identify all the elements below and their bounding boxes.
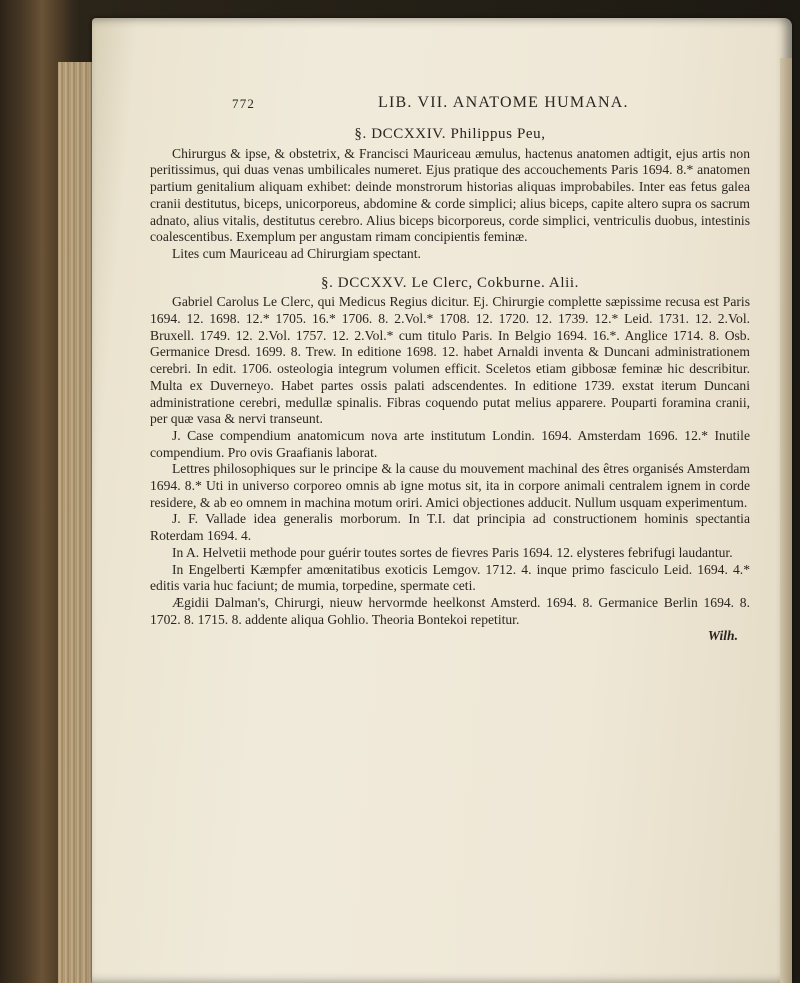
paragraph: Lettres philosophiques sur le principe & la cause du mouvement machinal des êtres organisés Amsterdam 1694. 8.* Uti in universo corporeo omnis ab igne motus sit, ita in corpore animali centralem ignem in corde residere, & ab eo omnem in machina motum oriri. Amici objectiones adducit. Nullum usquam experimentum. bbox=[150, 461, 750, 510]
page-text bbox=[150, 94, 750, 645]
paragraph: J. Case compendium anatomicum nova arte institutum Londin. 1694. Amsterdam 1696. 12.* Inutile compendium. Pro ovis Graafianis laborat. bbox=[150, 427, 750, 460]
running-head: LIB. VII. ANATOME HUMANA. bbox=[378, 94, 629, 111]
section-heading: §. DCCXXV. Le Clerc, Cokburne. Alii. bbox=[321, 274, 579, 291]
catchword: Wilh. bbox=[707, 628, 738, 644]
paragraph: J. F. Vallade idea generalis morborum. In T.I. dat principia ad constructionem hominis spectantia Roterdam 1694. 4. bbox=[150, 511, 750, 544]
paragraph: Ægidii Dalman's, Chirurgi, nieuw hervormde heelkonst Amsterd. 1694. 8. Germanice Berlin 1694. 8. 1702. 8. 1715. 8. addente aliqua Gohlio. Theoria Bontekoi repetitur. bbox=[150, 594, 750, 627]
paragraph: In Engelberti Kæmpfer amœnitatibus exoticis Lemgov. 1712. 4. inque primo fasciculo Leid. 1694. 4.* editis varia huc faciunt; de mumia, torpedine, spermate ceti. bbox=[150, 561, 750, 594]
paragraph: In A. Helvetii methode pour guérir toutes sortes de fievres Paris 1694. 12. elysteres febrifugi laudantur. bbox=[172, 544, 733, 560]
page-curl bbox=[780, 58, 792, 983]
section-heading: §. DCCXXIV. Philippus Peu, bbox=[354, 126, 546, 142]
page-number: 772 bbox=[232, 96, 256, 111]
paragraph: Lites cum Mauriceau ad Chirurgiam spectant. bbox=[172, 245, 421, 261]
paragraph: Gabriel Carolus Le Clerc, qui Medicus Regius dicitur. Ej. Chirurgie complette sæpissime recusa est Paris 1694. 12. 1698. 12.* 1705. 16.* 1706. 8. 2.Vol.* 1708. 12. 1720. 12. 1739. 12.* Leid. 1731. 12. 2.Vol. Bruxell. 1749. 12. 2.Vol. 1757. 12. 2.Vol.* cum titulo Paris. In Belgio 1694. 16.*. Anglice 1714. 8. Osb. Germanice Dresd. 1699. 8. Trew. In editione 1698. 12. habet Arnaldi inventa & Duncani administrationem cerebri. In edit. 1706. osteologia integrum volumen efficit. Sceletos etiam gibbosæ feminæ hic describitur. Multa ex Duverneyo. Habet partes ossis palati adscendentes. In editione 1739. exstat iterum Duncani administratione cerebri, medullæ spinalis. Fibras coquendo putat melius apparere. Pouparti foramina cranii, per quæ vasa & nervi transeunt. bbox=[150, 294, 750, 427]
page-header bbox=[150, 94, 750, 120]
paragraph: Chirurgus & ipse, & obstetrix, & Francisci Mauriceau æmulus, hactenus anatomen adtigit, ejus artis non peritissimus, qui duas venas umbilicales numeret. Ejus pratique des accouchements Paris 1694. 8.* anatomen partium genitalium aliquam exhibet: deinde monstrorum historias aliquas improbabiles. Inter eas fetus galea cranii destitutus, biceps, unicorporeus, abdomine & corde simplici; alius biceps, capite altero supra os sacrum adnato, alius vitalis, destitutus cerebro. Alius biceps bicorporeus, corde simplici, ventriculis duobus, intestinis coalescentibus. Exemplum per angustam rimam concipientis feminæ. bbox=[150, 145, 750, 245]
